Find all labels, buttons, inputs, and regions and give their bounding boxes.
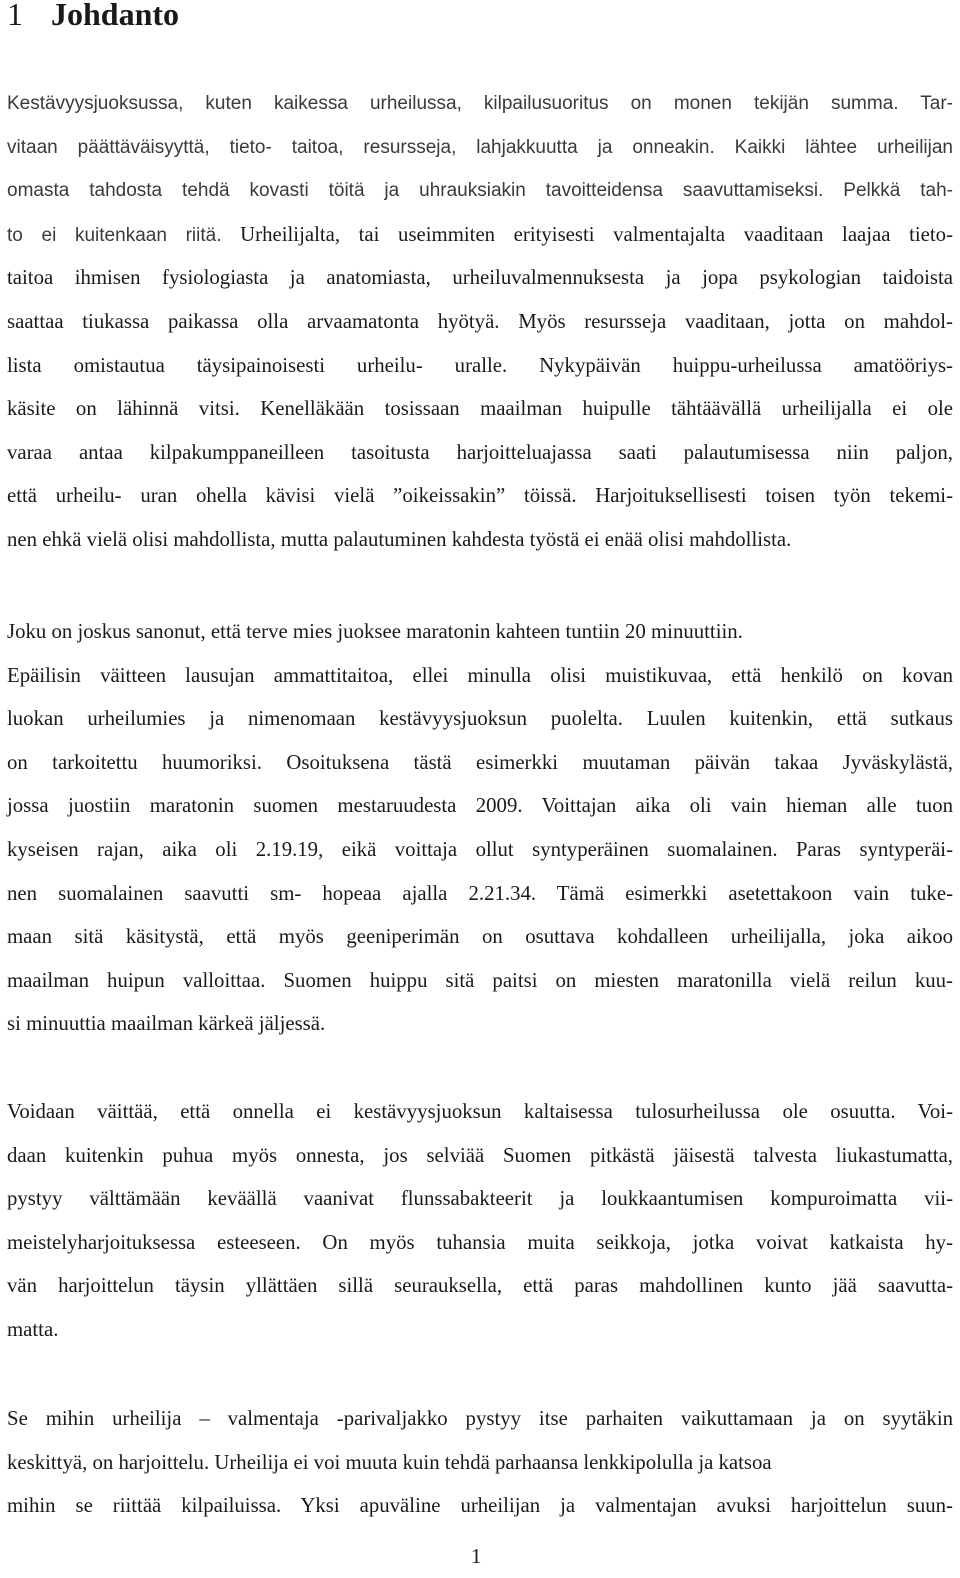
paragraph-line: si minuuttia maailman kärkeä jäljessä.	[7, 1012, 326, 1036]
chapter-heading	[7, 0, 179, 34]
paragraph-line: Joku on joskus sanonut, että terve mies juoksee maratonin kahteen tuntiin 20 minuuttiin.	[7, 620, 743, 643]
paragraph-line: Se mihin urheilija – valmentaja -parivaljakko pystyy itse parhaiten vaikuttamaan ja on syytäkin	[7, 1407, 953, 1430]
paragraph-line	[7, 213, 953, 257]
paragraph-line: varaa antaa kilpakumppaneilleen tasoitusta harjoitteluajassa saati palautumisessa niin paljon,	[7, 440, 953, 464]
paragraph-line: on tarkoitettu huumoriksi. Osoituksena tästä esimerkki muutaman päivän takaa Jyväskylästä,	[7, 750, 953, 774]
paragraph-line: mihin se riittää kilpailuissa. Yksi apuväline urheilijan ja valmentajan avuksi harjoittelun suun-	[7, 1494, 953, 1518]
paragraph-line: Kestävyysjuoksussa, kuten kaikessa urheilussa, kilpailusuoritus on monen tekijän summa. Tar-	[7, 93, 953, 114]
paragraph-1	[7, 82, 953, 562]
paragraph-line: vitaan päättäväisyyttä, tieto- taitoa, resursseja, lahjakkuutta ja onneakin. Kaikki lähtee urheilijan	[7, 136, 953, 158]
paragraph-line: kyseisen rajan, aika oli 2.19.19, eikä voittaja ollut syntyperäinen suomalainen. Paras syntyperäi-	[7, 837, 953, 861]
paragraph-line: nen ehkä vielä olisi mahdollista, mutta palautuminen kahdesta työstä ei enää olisi mahdollista.	[7, 527, 792, 551]
paragraph-3	[7, 1090, 953, 1352]
paragraph-line: taitoa ihmisen fysiologiasta ja anatomiasta, urheiluvalmennuksesta ja jopa psykologian taidoista	[7, 266, 953, 290]
paragraph-line: nen suomalainen saavutti sm- hopeaa ajalla 2.21.34. Tämä esimerkki asetettakoon vain tuke-	[7, 881, 953, 905]
paragraph-line: Voidaan väittää, että onnella ei kestävyysjuoksun kaltaisessa tulosurheilussa ole osuutta. Voi-	[7, 1100, 953, 1123]
chapter-number: 1	[7, 0, 23, 32]
paragraph-line: käsite on lähinnä vitsi. Kenelläkään tosissaan maailman huipulle tähtäävällä urheilijalla ei ole	[7, 397, 953, 421]
paragraph-line: luokan urheilumies ja nimenomaan kestävyysjuoksun puolelta. Luulen kuitenkin, että sutkaus	[7, 707, 953, 731]
chapter-title: Johdanto	[51, 0, 180, 32]
paragraph-line: vän harjoittelun täysin yllättäen sillä seurauksella, että paras mahdollinen kunto jää saavutta-	[7, 1274, 953, 1298]
paragraph-line: saattaa tiukassa paikassa olla arvaamatonta hyötyä. Myös resursseja vaaditaan, jotta on mahdol-	[7, 309, 953, 333]
paragraph-line: lista omistautua täysipainoisesti urheilu- uralle. Nykypäivän huippu-urheilussa amatööriys-	[7, 353, 953, 377]
paragraph-line: matta.	[7, 1317, 59, 1341]
document-page	[7, 0, 953, 1578]
paragraph-line: maailman huipun valloittaa. Suomen huippu sitä paitsi on miesten maratonilla vielä reilun kuu-	[7, 968, 953, 992]
paragraph-line: pystyy välttämään keväällä vaanivat flunssabakteerit ja loukkaantumisen kompuroimatta vii-	[7, 1187, 953, 1211]
paragraph-4	[7, 1397, 953, 1528]
paragraph-line: meistelyharjoituksessa esteeseen. On myös tuhansia muita seikkoja, jotka voivat katkaista hy-	[7, 1230, 953, 1254]
paragraph-line-segment: to ei kuitenkaan riitä.	[7, 224, 241, 246]
page-number: 1	[471, 1545, 482, 1568]
paragraph-line: keskittyä, on harjoittelu. Urheilija ei voi muuta kuin tehdä parhaansa lenkkipolulla ja katsoa	[7, 1450, 772, 1474]
paragraph-line: maan sitä käsitystä, että myös geeniperimän on osuttava kohdalleen urheilijalla, joka aikoo	[7, 925, 953, 949]
paragraph-line-segment: Urheilijalta, tai useimmiten erityisesti valmentajalta vaaditaan laajaa tieto-	[240, 222, 954, 246]
paragraph-line: omasta tahdosta tehdä kovasti töitä ja uhrauksiakin tavoitteidensa saavuttamiseksi. Pelkkä tah-	[7, 180, 953, 202]
paragraph-2	[7, 610, 953, 1046]
paragraph-line: että urheilu- uran ohella kävisi vielä ”oikeissakin” töissä. Harjoituksellisesti toisen työn tekemi-	[7, 484, 953, 508]
paragraph-line: Epäilisin väitteen lausujan ammattitaitoa, ellei minulla olisi muistikuvaa, että henkilö on kovan	[7, 663, 953, 687]
paragraph-line: daan kuitenkin puhua myös onnesta, jos selviää Suomen pitkästä jäisestä talvesta liukastumatta,	[7, 1143, 953, 1167]
paragraph-line: jossa juostiin maratonin suomen mestaruudesta 2009. Voittajan aika oli vain hieman alle tuon	[7, 794, 953, 818]
